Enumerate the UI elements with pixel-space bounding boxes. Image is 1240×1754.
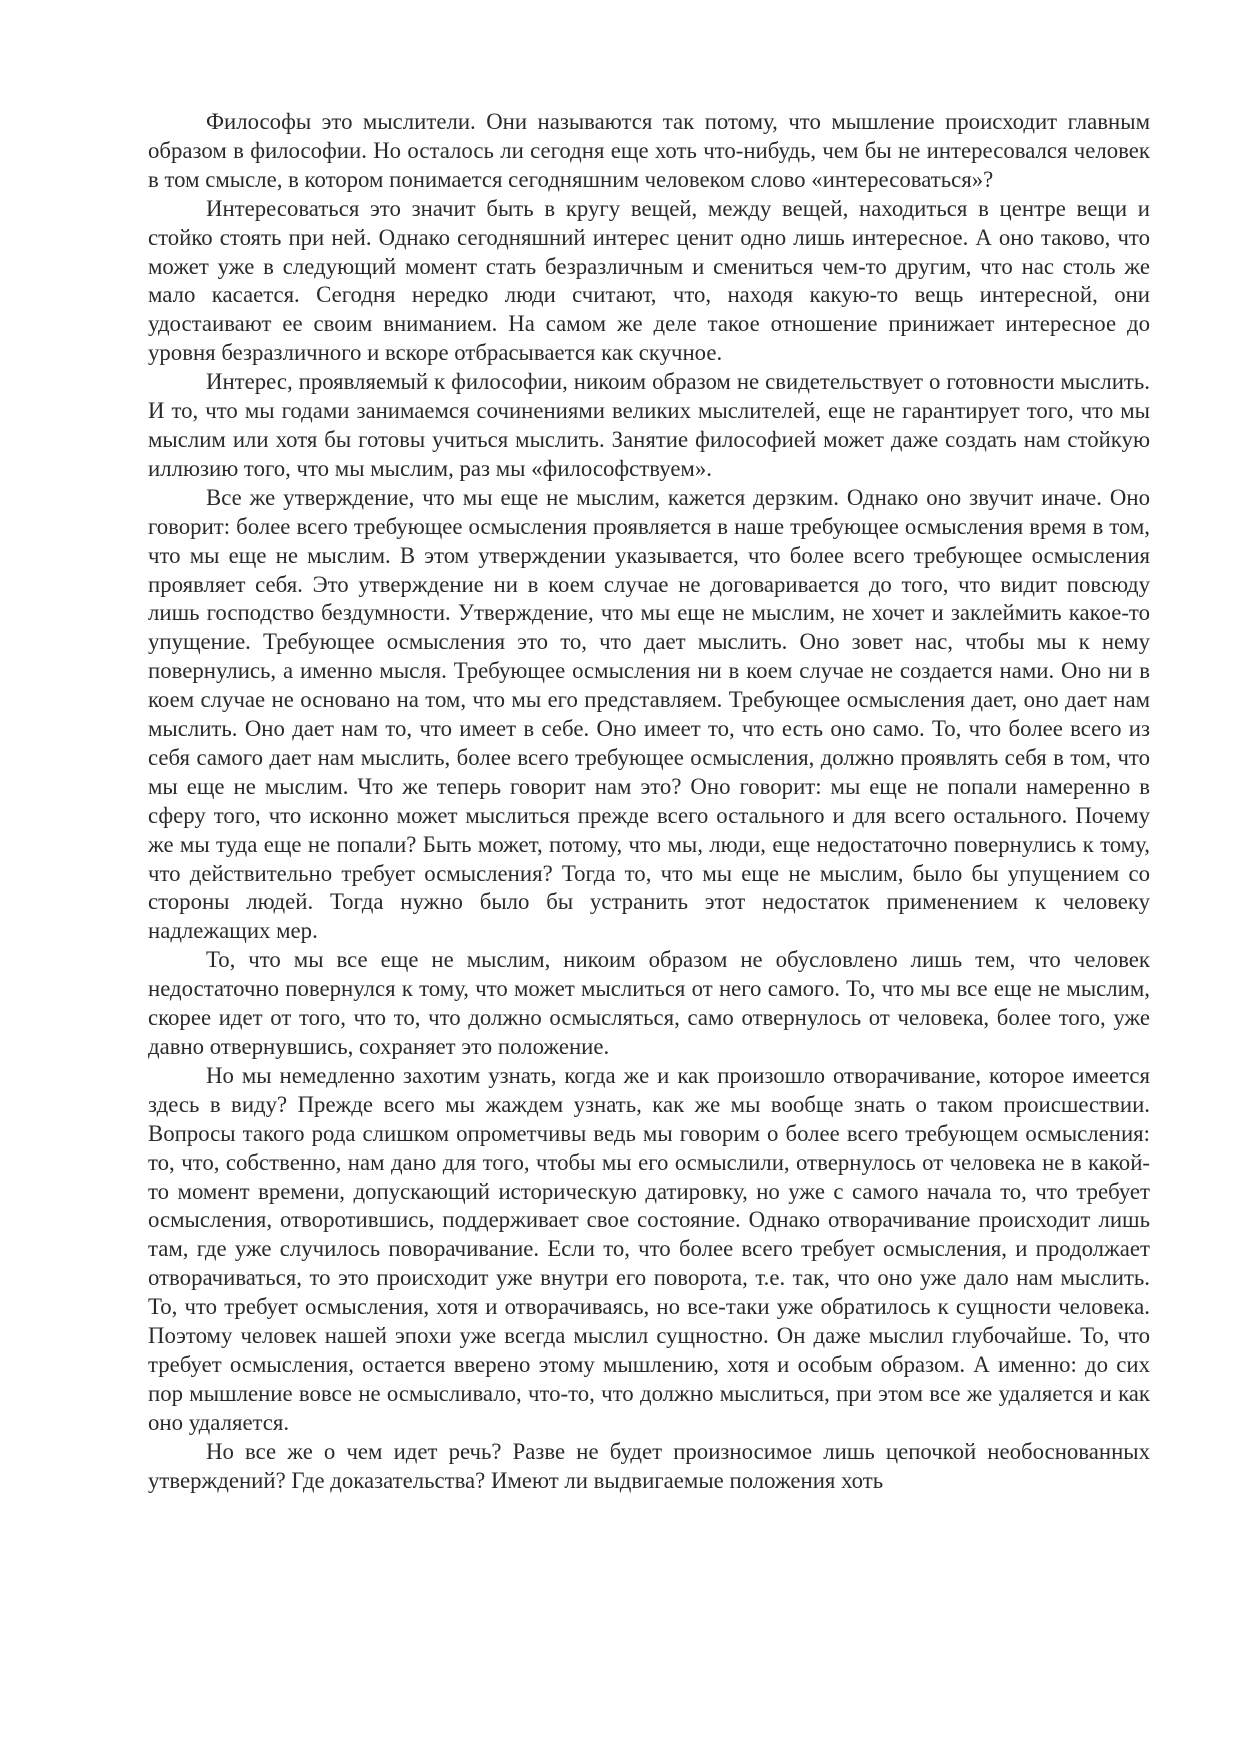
paragraph-1: Философы это мыслители. Они называются так потому, что мышление происходит главным образом в философии. Но осталось ли сегодня еще хоть что-нибудь, чем бы не интересовался человек в том смысле, в котором понимается сегодняшним человеком слово «интересоваться»? (148, 109, 1150, 192)
paragraph-2: Интересоваться это значит быть в кругу вещей, между вещей, находиться в центре вещи и стойко стоять при ней. Однако сегодняшний интерес ценит одно лишь интересное. А оно таково, что может уже в следующий момент стать безразличным и смениться чем-то другим, что нас столь же мало касается. Сегодня нередко люди считают, что, находя какую-то вещь интересной, они удостаивают ее своим вниманием. На самом же деле такое отношение принижает интересное до уровня безразличного и вскоре отбрасывается как скучное. (148, 195, 1150, 366)
document-page (148, 108, 1150, 1496)
paragraph-6: Но мы немедленно захотим узнать, когда же и как произошло отворачивание, которое имеется здесь в виду? Прежде всего мы жаждем узнать, как же мы вообще знать о таком происшествии. Вопросы такого рода слишком опрометчивы ведь мы говорим о более всего требующем осмысления: то, что, собственно, нам дано для того, чтобы мы его осмыслили, отвернулось от человека не в какой-то момент времени, допускающий историческую датировку, но уже с самого начала то, что требует осмысления, отворотившись, поддерживает свое состояние. Однако отворачивание происходит лишь там, где уже случилось поворачивание. Если то, что более всего требует осмысления, и продолжает отворачиваться, то это происходит уже внутри его поворота, т.е. так, что оно уже дало нам мыслить. То, что требует осмысления, хотя и отворачиваясь, но все-таки уже обратилось к сущности человека. Поэтому человек нашей эпохи уже всегда мыслил сущностно. Он даже мыслил глубочайше. То, что требует осмысления, остается вверено этому мышлению, хотя и особым образом. А именно: до сих пор мышление вовсе не осмысливало, что-то, что должно мыслиться, при этом все же удаляется и как оно удаляется. (148, 1062, 1150, 1435)
paragraph-5: То, что мы все еще не мыслим, никоим образом не обусловлено лишь тем, что человек недостаточно повернулся к тому, что может мыслиться от него самого. То, что мы все еще не мыслим, скорее идет от того, что то, что должно осмысляться, само отвернулось от человека, более того, уже давно отвернувшись, сохраняет это положение. (148, 947, 1150, 1059)
paragraph-4: Все же утверждение, что мы еще не мыслим, кажется дерзким. Однако оно звучит иначе. Оно говорит: более всего требующее осмысления проявляется в наше требующее осмысления время в том, что мы еще не мыслим. В этом утверждении указывается, что более всего требующее осмысления проявляет себя. Это утверждение ни в коем случае не договаривается до того, что видит повсюду лишь господство бездумности. Утверждение, что мы еще не мыслим, не хочет и заклеймить какое-то упущение. Требующее осмысления это то, что дает мыслить. Оно зовет нас, чтобы мы к нему повернулись, а именно мысля. Требующее осмысления ни в коем случае не создается нами. Оно ни в коем случае не основано на том, что мы его представляем. Требующее осмысления дает, оно дает нам мыслить. Оно дает нам то, что имеет в себе. Оно имеет то, что есть оно само. То, что более всего из себя самого дает нам мыслить, более всего требующее осмысления, должно проявлять себя в том, что мы еще не мыслим. Что же теперь говорит нам это? Оно говорит: мы еще не попали намеренно в сферу того, что исконно может мыслиться прежде всего остального и для всего остального. Почему же мы туда еще не попали? Быть может, потому, что мы, люди, еще недостаточно повернулись к тому, что действительно требует осмысления? Тогда то, что мы еще не мыслим, было бы упущением со стороны людей. Тогда нужно было бы устранить этот недостаток применением к человеку надлежащих мер. (148, 484, 1150, 944)
paragraph-7: Но все же о чем идет речь? Разве не будет произносимое лишь цепочкой необоснованных утверждений? Где доказательства? Имеют ли выдвигаемые положения хоть (148, 1438, 1150, 1493)
paragraph-3: Интерес, проявляемый к философии, никоим образом не свидетельствует о готовности мыслить. И то, что мы годами занимаемся сочинениями великих мыслителей, еще не гарантирует того, что мы мыслим или хотя бы готовы учиться мыслить. Занятие философией может даже создать нам стойкую иллюзию того, что мы мыслим, раз мы «философствуем». (148, 369, 1150, 481)
